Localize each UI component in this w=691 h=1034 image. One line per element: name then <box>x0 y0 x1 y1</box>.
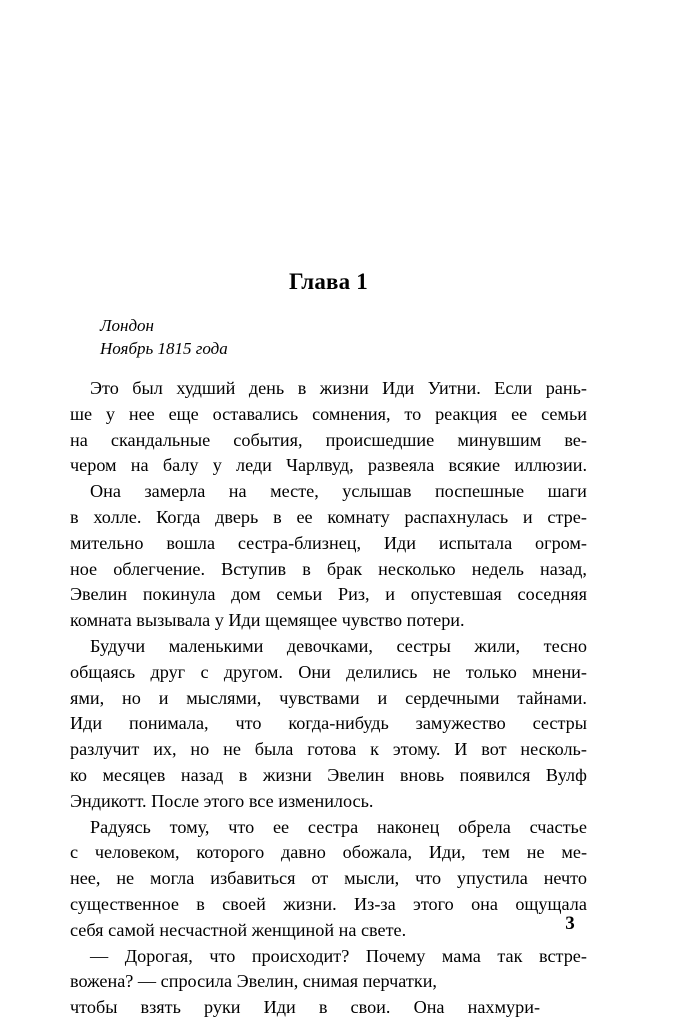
word: Уитни. <box>427 378 481 398</box>
word: ме- <box>561 842 587 863</box>
word: избавиться <box>210 868 296 889</box>
word: Иди <box>70 713 103 734</box>
word: Эвелин <box>327 764 385 785</box>
word: испытала <box>438 532 513 553</box>
word: наконец <box>376 816 440 837</box>
word: только <box>465 661 517 682</box>
word: ощущала <box>515 893 587 914</box>
word: происходит? <box>251 945 350 966</box>
word: сомнения, <box>312 403 391 424</box>
word: давно <box>281 842 326 863</box>
word: стре- <box>547 506 587 527</box>
paragraph <box>70 634 587 815</box>
word: тем <box>482 842 510 863</box>
word: ве- <box>564 429 587 450</box>
word: обрела <box>458 816 511 837</box>
word: сестры <box>396 635 451 656</box>
text-line <box>70 763 587 789</box>
word: в <box>318 997 328 1018</box>
word: чувствами <box>279 687 360 708</box>
word: мысли, <box>344 868 400 889</box>
text-line <box>70 453 587 479</box>
text-line <box>70 815 587 841</box>
word: что <box>235 713 262 734</box>
word: ее <box>272 816 290 837</box>
word: и <box>522 506 533 527</box>
word: своей <box>222 893 266 914</box>
word: в <box>302 558 311 579</box>
word: распахнулась <box>404 506 509 527</box>
dateline-date: Ноябрь 1815 года <box>100 339 228 358</box>
word: от <box>311 868 329 889</box>
word: дом <box>231 584 261 605</box>
word: услышав <box>342 481 412 502</box>
word: еще <box>168 403 199 424</box>
word: иллюзии. <box>514 455 587 476</box>
word: оставались <box>212 403 299 424</box>
text-line <box>70 634 587 660</box>
word: брак <box>326 558 363 579</box>
word: рань- <box>545 378 587 398</box>
word: мнени- <box>532 661 587 682</box>
word: когда-нибудь <box>288 713 389 734</box>
word: развеяла <box>367 455 435 476</box>
word: их, <box>153 739 177 760</box>
word: Из-за <box>354 893 396 914</box>
word: был <box>132 378 163 398</box>
word: шаги <box>547 481 587 502</box>
word: общаясь <box>70 661 136 682</box>
text-line <box>70 840 587 866</box>
word: так <box>497 945 523 966</box>
word: она <box>471 893 498 914</box>
word: месяцев <box>102 764 166 785</box>
page-number: 3 <box>565 913 575 934</box>
word: нахмури- <box>467 997 540 1018</box>
word: скандальные <box>110 429 211 450</box>
word: что <box>209 945 236 966</box>
word: жизни <box>262 764 312 785</box>
text-line <box>70 531 587 557</box>
word: сестры <box>532 713 587 734</box>
word: нечто <box>543 868 587 889</box>
text-line <box>70 995 540 1021</box>
word: то <box>404 403 422 424</box>
word: вновь <box>399 764 445 785</box>
word: Риз, <box>337 584 370 605</box>
word: которого <box>196 842 265 863</box>
word: в <box>196 893 205 914</box>
word: несколь- <box>520 739 587 760</box>
word: жизни <box>319 378 369 398</box>
word: жизни. <box>283 893 337 914</box>
word: опустевшая <box>410 584 502 605</box>
word: происшедшие <box>325 429 435 450</box>
word: холле. <box>93 506 142 527</box>
word: вот <box>481 739 507 760</box>
text-line <box>70 376 587 402</box>
dateline <box>70 314 587 360</box>
word: на <box>130 455 149 476</box>
text-line <box>70 479 587 505</box>
word: комнату <box>327 506 390 527</box>
word: но <box>122 687 141 708</box>
word: поспешные <box>434 481 525 502</box>
word: что <box>415 868 442 889</box>
word: дверь <box>215 506 259 527</box>
word: назад <box>180 764 224 785</box>
text-line <box>70 428 587 454</box>
word: на <box>70 429 88 450</box>
word: минувшим <box>457 429 542 450</box>
word: сестра-близнец, <box>237 532 362 553</box>
word: готова <box>307 739 357 760</box>
word: с <box>200 661 209 682</box>
word: месте, <box>270 481 319 502</box>
word: Дорогая, <box>124 945 193 966</box>
word: Это <box>90 378 119 398</box>
word: день <box>248 378 285 398</box>
word: свои. <box>350 997 391 1018</box>
word: существенное <box>70 893 179 914</box>
text-line: комната вызывала у Иди щемящее чувство потери. <box>70 610 465 631</box>
word: мительно <box>70 532 144 553</box>
word: семьи <box>276 584 323 605</box>
word: не <box>223 739 241 760</box>
word: руки <box>204 997 241 1018</box>
word: Иди <box>383 532 417 553</box>
word: Вулф <box>545 764 587 785</box>
word: И <box>454 739 468 760</box>
word: мама <box>441 945 481 966</box>
page-text-block <box>70 268 587 1021</box>
word: с <box>70 842 79 863</box>
word: Почему <box>365 945 426 966</box>
word: тайнами. <box>517 687 587 708</box>
word: соседняя <box>517 584 587 605</box>
word: не <box>432 661 451 682</box>
word: упустила <box>456 868 528 889</box>
paragraph <box>70 479 587 634</box>
word: понимала, <box>129 713 209 734</box>
text-line <box>70 866 587 892</box>
word: делились <box>346 661 418 682</box>
word: назад, <box>540 558 587 579</box>
word: — <box>90 945 109 966</box>
word: ями, <box>70 687 105 708</box>
text-line <box>70 892 587 918</box>
word: у <box>105 403 116 424</box>
word: Они <box>298 661 331 682</box>
word: тесно <box>543 635 587 656</box>
word: Она <box>413 997 445 1018</box>
word: ное <box>70 558 98 579</box>
text-line <box>70 557 587 583</box>
word: другом. <box>223 661 283 682</box>
word: этому. <box>392 739 441 760</box>
text-line <box>70 737 587 763</box>
word: и <box>385 584 396 605</box>
word: жили, <box>474 635 521 656</box>
word: но <box>190 739 210 760</box>
word: нее <box>128 403 155 424</box>
word: сестра <box>307 816 359 837</box>
word: чером <box>70 455 117 476</box>
word: вошла <box>166 532 216 553</box>
word: не <box>526 842 545 863</box>
word: несколько <box>378 558 456 579</box>
word: семьи <box>541 403 587 424</box>
word: разлучит <box>70 739 140 760</box>
body-copy <box>70 376 587 1021</box>
word: Будучи <box>90 635 146 656</box>
word: мыслями, <box>186 687 262 708</box>
word: к <box>370 739 379 760</box>
word: Вступив <box>221 558 287 579</box>
chapter-heading: Глава 1 <box>288 269 368 294</box>
word: могла <box>150 868 195 889</box>
word: в <box>297 378 307 398</box>
word: нее, <box>70 868 101 889</box>
word: друг <box>150 661 186 682</box>
word: ко <box>70 764 88 785</box>
word: у <box>212 455 222 476</box>
word: ее <box>511 403 528 424</box>
word: замерла <box>144 481 206 502</box>
text-line <box>70 711 587 737</box>
word: взять <box>140 997 181 1018</box>
text-line <box>70 944 587 970</box>
word: чтобы <box>70 997 118 1018</box>
word: всякие <box>448 455 501 476</box>
paragraph <box>70 376 587 479</box>
word: Эвелин <box>70 584 128 605</box>
word: Если <box>494 378 533 398</box>
word: в <box>273 506 282 527</box>
word: огром- <box>535 532 587 553</box>
text-line <box>70 505 587 531</box>
word: человеком, <box>94 842 180 863</box>
word: Когда <box>156 506 201 527</box>
word: замужество <box>415 713 506 734</box>
text-line: Эндикотт. После этого все изменилось. <box>70 790 374 811</box>
word: маленькими <box>168 635 264 656</box>
text-line <box>70 660 587 686</box>
word: что <box>228 816 255 837</box>
paragraph <box>70 815 587 944</box>
word: покинула <box>142 584 216 605</box>
word: события, <box>233 429 303 450</box>
word: Радуясь <box>90 816 151 837</box>
word: была <box>254 739 294 760</box>
word: балу <box>162 455 199 476</box>
word: недель <box>471 558 524 579</box>
word: этого <box>413 893 454 914</box>
word: Иди <box>382 378 415 398</box>
word: счастье <box>529 816 587 837</box>
paragraph <box>70 944 587 1021</box>
word: на <box>228 481 247 502</box>
word: Иди <box>263 997 296 1018</box>
word: реакция <box>435 403 498 424</box>
text-line <box>70 686 587 712</box>
word: ее <box>296 506 313 527</box>
word: Иди, <box>428 842 466 863</box>
dateline-place: Лондон <box>100 316 154 335</box>
word: в <box>238 764 248 785</box>
word: и <box>377 687 388 708</box>
text-line: вожена? — спросила Эвелин, снимая перчатки, <box>70 971 437 992</box>
word: Чарлвуд, <box>286 455 354 476</box>
word: облегчение. <box>113 558 205 579</box>
word: не <box>116 868 135 889</box>
word: девочками, <box>286 635 373 656</box>
word: леди <box>236 455 272 476</box>
word: ше <box>70 403 93 424</box>
text-line <box>70 582 587 608</box>
word: встре- <box>538 945 587 966</box>
word: Она <box>90 481 121 502</box>
text-line: себя самой несчастной женщиной на свете. <box>70 919 407 940</box>
word: тому, <box>169 816 210 837</box>
word: и <box>158 687 169 708</box>
word: сердечными <box>405 687 500 708</box>
text-line <box>70 402 587 428</box>
word: появился <box>459 764 531 785</box>
word: обожала, <box>342 842 413 863</box>
word: в <box>70 506 79 527</box>
word: худший <box>176 378 236 398</box>
